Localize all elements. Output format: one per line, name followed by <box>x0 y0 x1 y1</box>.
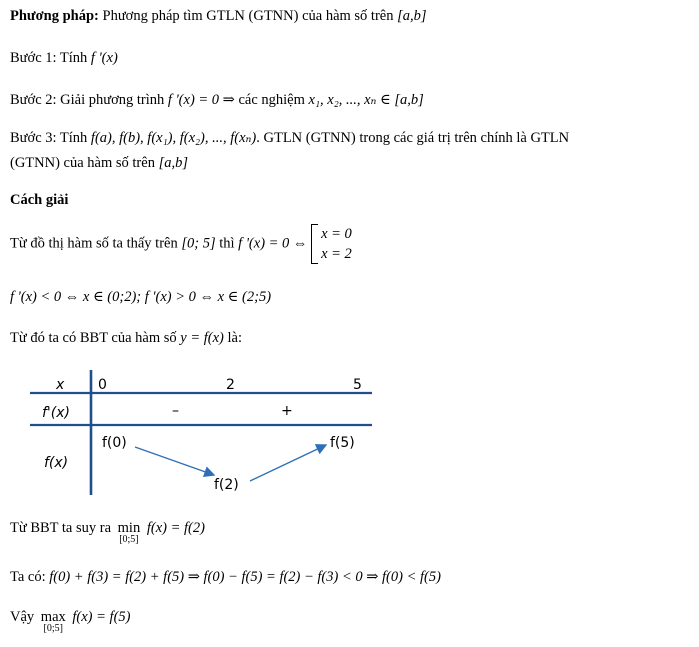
case-1: x = 0 <box>321 226 352 242</box>
f-value-2: f(2) <box>214 477 239 493</box>
fprime-label: f'(x) <box>42 405 70 421</box>
sign-minus: – <box>172 403 179 419</box>
min-under: [0;5] <box>119 534 139 545</box>
min-line <box>10 518 205 545</box>
case-bracket <box>311 224 352 264</box>
ta-co-line <box>10 567 441 587</box>
bbt-intro-text1: Từ đó ta có BBT của hàm số <box>10 330 177 346</box>
graph-expr: f '(x) = 0 ⇔ <box>238 235 308 252</box>
max-line <box>10 607 130 634</box>
graph-text1: Từ đồ thị hàm số ta thấy trên <box>10 235 178 252</box>
step2-line <box>10 90 424 110</box>
x-value-0: 0 <box>98 377 107 393</box>
step1-line <box>10 48 118 68</box>
step3-text2: (GTNN) của hàm số trên <box>10 155 155 171</box>
bbt-intro-text2: là: <box>227 330 243 346</box>
method-label: Phương pháp: <box>10 8 99 24</box>
method-interval: [a,b] <box>397 8 427 24</box>
case-2: x = 2 <box>321 246 352 262</box>
min-operator <box>118 521 141 545</box>
step2-roots: x₁, x₂, ..., xₙ ∈ [a,b] <box>308 92 424 108</box>
max-under: [0;5] <box>43 623 63 634</box>
step3-interval: [a,b] <box>158 155 188 171</box>
graph-line <box>10 224 352 264</box>
variation-table <box>0 365 699 505</box>
ta-co-label: Ta có: <box>10 569 46 585</box>
bbt-intro <box>10 328 242 348</box>
step2-expr: f '(x) = 0 ⇒ <box>167 92 235 108</box>
step3-expr: f(a), f(b), f(x₁), f(x₂), ..., f(xₙ) <box>90 130 257 146</box>
method-text: Phương pháp tìm GTLN (GTNN) của hàm số trên <box>102 8 394 24</box>
f-value-5: f(5) <box>330 435 355 451</box>
solution-heading: Cách giải <box>10 192 69 208</box>
x-label: x <box>56 377 65 393</box>
graph-text2: thì <box>219 235 235 252</box>
x-value-5: 5 <box>353 377 362 393</box>
min-text: Từ BBT ta suy ra <box>10 520 112 536</box>
sign-line: f '(x) < 0 ⇔ x ∈ (0;2); f '(x) > 0 ⇔ x ∈ (2;5) <box>10 289 272 305</box>
max-operator <box>41 610 66 634</box>
f-value-0: f(0) <box>102 435 127 451</box>
x-value-2: 2 <box>226 377 235 393</box>
ta-co-expr: f(0) + f(3) = f(2) + f(5) ⇒ f(0) − f(5) = f(2) − f(3) < 0 ⇒ f(0) < f(5) <box>49 569 441 585</box>
bbt-intro-expr: y = f(x) <box>180 330 224 346</box>
graph-interval: [0; 5] <box>181 235 216 252</box>
step1-expr: f '(x) <box>90 50 118 66</box>
step3-text1: . GTLN (GTNN) trong các giá trị trên chính là GTLN <box>256 130 570 146</box>
arrow-up <box>250 445 326 481</box>
f-label: f(x) <box>44 455 69 471</box>
step3-line2 <box>10 153 188 173</box>
min-op: min <box>117 520 141 536</box>
step2-label: Bước 2: Giải phương trình <box>10 92 165 108</box>
max-text: Vậy <box>10 609 35 625</box>
max-expr: f(x) = f(5) <box>72 609 131 625</box>
step2-text: các nghiệm <box>238 92 305 108</box>
arrow-down <box>135 447 214 475</box>
step3-line1 <box>10 128 569 148</box>
max-op: max <box>40 609 66 625</box>
min-expr: f(x) = f(2) <box>146 520 205 536</box>
step1-label: Bước 1: Tính <box>10 50 88 66</box>
method-line <box>10 6 427 26</box>
step3-label: Bước 3: Tính <box>10 130 88 146</box>
sign-plus: + <box>281 403 293 419</box>
